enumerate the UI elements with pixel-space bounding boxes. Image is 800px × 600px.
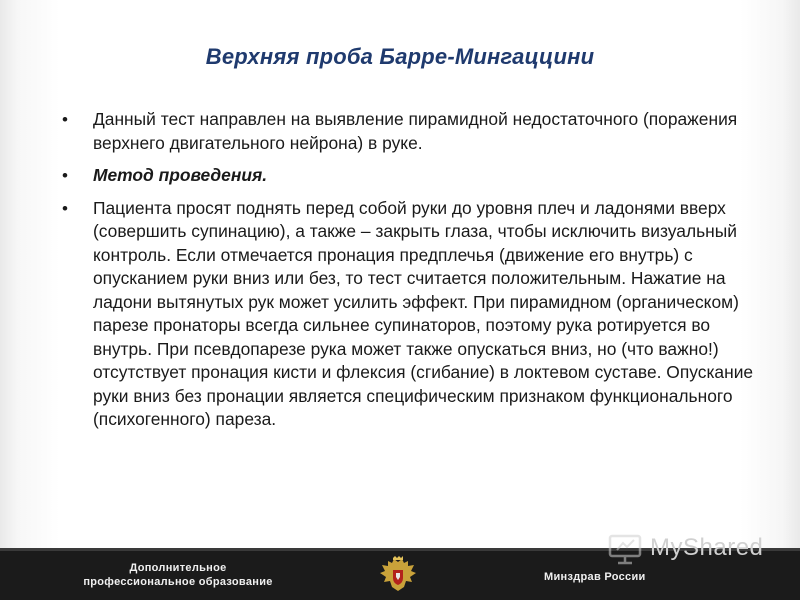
footer-left-line: Дополнительное [129, 562, 227, 574]
bullet-text: Пациента просят поднять перед собой руки до уровня плеч и ладонями вверх (совершить супинацию), а также – закрыть глаза, чтобы исключить визуальный контроль. Если отмечается пронация предплечья (движение его внутрь) с опусканием руки вниз или без, то тест считается положительным. Нажатие на ладони вытянутых рук может усилить эффект. При пирамидном (органическом) парезе пронаторы всегда сильнее супинаторов, поэтому рука ротируется во внутрь. При псевдопарезе рука может также опускаться вниз, но (что важно!) отсутствует пронация кисти и флексия (сгибание) в локтевом суставе. Опускание руки вниз без пронации является специфическим признаком функционального (психогенного) пареза. [93, 197, 754, 429]
bullet-item [62, 164, 762, 188]
footer-left-caption [58, 561, 298, 589]
footer-left-line: профессиональное образование [83, 576, 273, 588]
bullet-item [62, 108, 762, 155]
bullet-item [62, 197, 762, 432]
bullet-marker: • [62, 198, 68, 218]
bullet-list [62, 108, 762, 441]
bullet-text: Данный тест направлен на выявление пирамидной недостаточного (поражения верхнего двигательного нейрона) в руке. [93, 109, 738, 153]
slide-title: Верхняя проба Барре-Мингаццини [205, 44, 595, 69]
bullet-marker: • [62, 110, 68, 129]
russian-coat-of-arms-icon [376, 556, 420, 596]
footer-right-caption: Минздрав России [544, 571, 646, 583]
bullet-marker: • [62, 166, 68, 185]
watermark-text: MyShared [650, 534, 764, 561]
bullet-text: Метод проведения. [93, 165, 268, 185]
